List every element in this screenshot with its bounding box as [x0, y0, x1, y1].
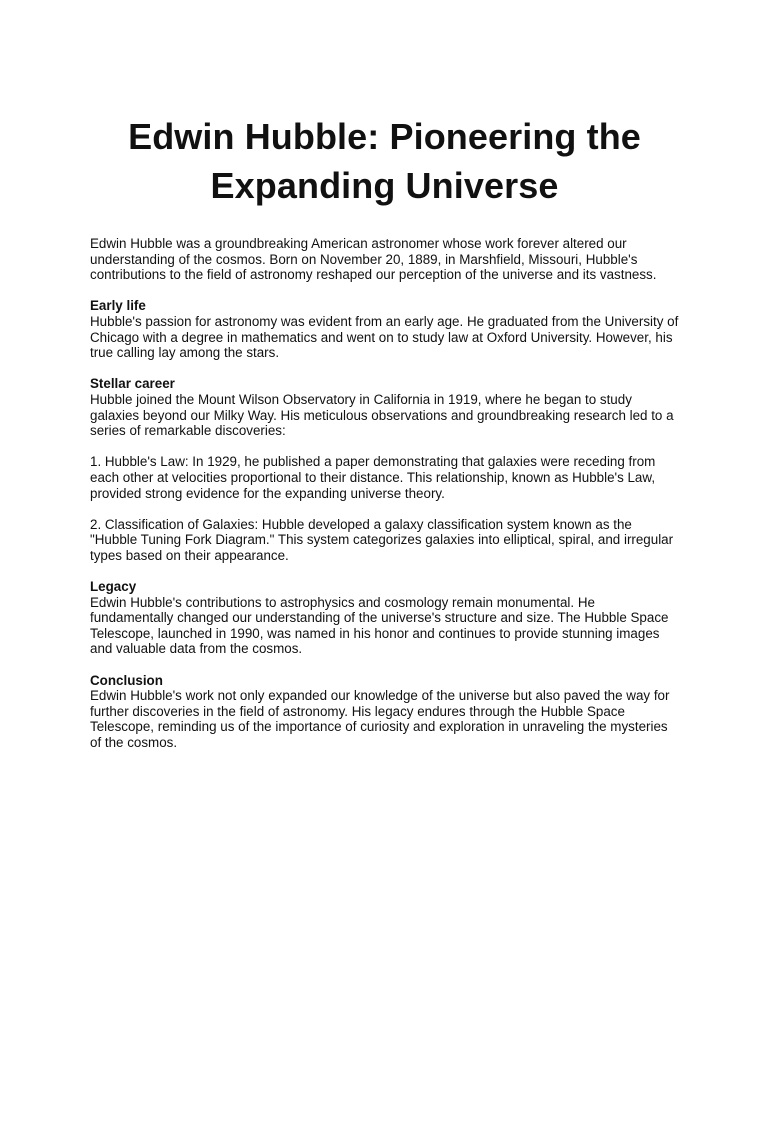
title-line-2: Expanding Universe	[210, 165, 559, 206]
intro-paragraph: Edwin Hubble was a groundbreaking American astronomer whose work forever altered our understanding of the cosmos. Born on November 20, 1889, in Marshfield, Missouri, Hubble's contributions to the field of astronomy reshaped our perception of the universe and its vastness.	[90, 236, 657, 283]
section-heading-legacy: Legacy	[90, 579, 137, 595]
section-early-life	[90, 298, 679, 360]
section-heading-early-life: Early life	[90, 298, 146, 314]
section-text-legacy: Edwin Hubble's contributions to astrophysics and cosmology remain monumental. He fundamentally changed our understanding of the universe's structure and size. The Hubble Space Telescope, launched in 1990, was named in his honor and continues to provide stunning images and valuable data from the cosmos.	[90, 594, 669, 657]
list-item-classification: 2. Classification of Galaxies: Hubble developed a galaxy classification system known as the "Hubble Tuning Fork Diagram." This system categorizes galaxies into elliptical, spiral, and irregular types based on their appearance.	[90, 516, 674, 563]
section-stellar-career	[90, 376, 679, 438]
title-line-1: Edwin Hubble: Pioneering the	[128, 116, 641, 157]
section-legacy	[90, 579, 679, 657]
section-heading-conclusion: Conclusion	[90, 672, 163, 688]
page-title	[90, 112, 679, 210]
section-conclusion	[90, 673, 679, 751]
document-body	[90, 236, 679, 751]
section-text-stellar-career: Hubble joined the Mount Wilson Observatory in California in 1919, where he began to study galaxies beyond our Milky Way. His meticulous observations and groundbreaking research led to a series of remarkable discoveries:	[90, 391, 674, 439]
section-text-early-life: Hubble's passion for astronomy was evident from an early age. He graduated from the University of Chicago with a degree in mathematics and went on to study law at Oxford University. However, his true calling lay among the stars.	[90, 313, 679, 361]
section-text-conclusion: Edwin Hubble's work not only expanded our knowledge of the universe but also paved the way for further discoveries in the field of astronomy. His legacy endures through the Hubble Space Telescope, reminding us of the importance of curiosity and exploration in unraveling the mysteries of the cosmos.	[90, 688, 670, 750]
section-heading-stellar-career: Stellar career	[90, 376, 175, 392]
list-item-hubbles-law: 1. Hubble's Law: In 1929, he published a paper demonstrating that galaxies were receding from each other at velocities proportional to their distance. This relationship, known as Hubble's Law, provided strong evidence for the expanding universe theory.	[90, 454, 656, 501]
document-page	[0, 112, 768, 1136]
